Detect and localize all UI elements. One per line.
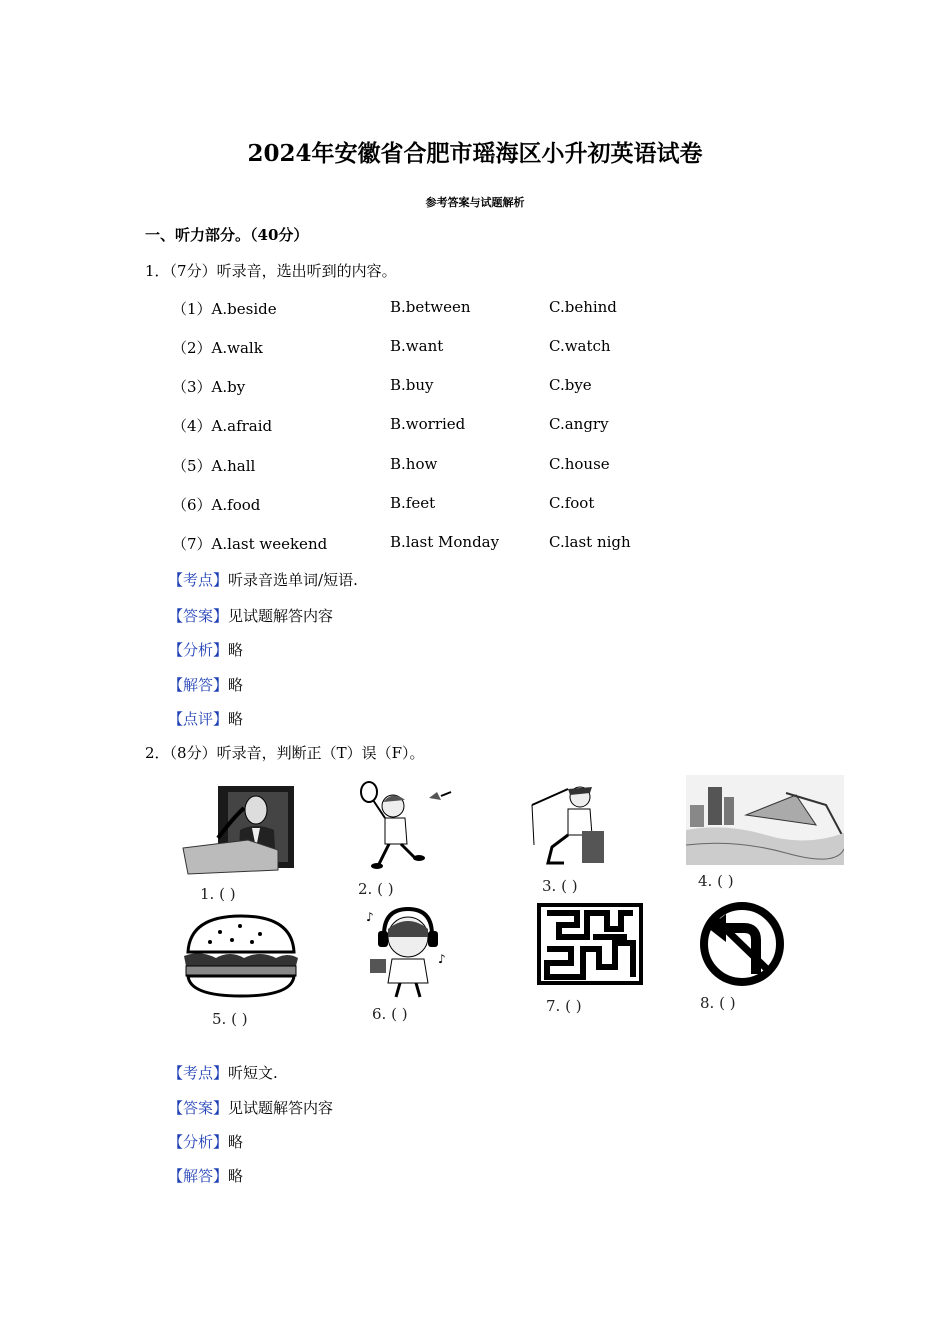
q1-tag-analysis: 【分析】略	[168, 641, 244, 659]
q1-row-3-c: C.bye	[549, 376, 592, 394]
picture-2-badminton-boy-icon	[355, 778, 465, 873]
picture-4-city-scene-icon	[686, 775, 844, 865]
q1-tag-solution: 【解答】略	[168, 676, 244, 694]
svg-text:♪: ♪	[366, 910, 374, 924]
picture-6-caption: 6. ( )	[372, 1005, 408, 1023]
q1-row-2-c: C.watch	[549, 337, 611, 355]
q1-row-5-c: C.house	[549, 455, 610, 473]
no-left-turn-sign-icon	[690, 900, 794, 988]
picture-7-maze-icon	[537, 903, 643, 985]
q1-tag-answer: 【答案】见试题解答内容	[168, 607, 334, 625]
section-heading: 一、听力部分。（40分）	[145, 226, 309, 244]
picture-8-caption: 8. ( )	[700, 994, 736, 1012]
q1-row-4-b: B.worried	[390, 415, 466, 433]
q1-row-6-c: C.foot	[549, 494, 595, 512]
question-1-stem: 1．（7分）听录音，选出听到的内容。	[145, 262, 397, 280]
q1-row-5-a: （5）A.hall	[172, 457, 256, 475]
q1-row-3-b: B.buy	[390, 376, 434, 394]
q1-row-1-a: （1）A.beside	[172, 300, 277, 318]
q1-row-4-c: C.angry	[549, 415, 609, 433]
q2-tag-analysis: 【分析】略	[168, 1133, 244, 1151]
question-2-stem: 2．（8分）听录音，判断正（T）误（F）。	[145, 744, 425, 762]
q2-tag-answer: 【答案】见试题解答内容	[168, 1099, 334, 1117]
q1-row-1-c: C.behind	[549, 298, 617, 316]
picture-6-music-girl-icon	[362, 905, 452, 1000]
page-subtitle: 参考答案与试题解析	[425, 196, 525, 209]
q1-row-6-b: B.feet	[390, 494, 436, 512]
q1-tag-kaodian: 【考点】听录音选单词/短语.	[168, 571, 358, 589]
q1-row-3-a: （3）A.by	[172, 378, 246, 396]
q1-row-1-b: B.between	[390, 298, 471, 316]
picture-5-hamburger-icon	[180, 912, 302, 1002]
q1-row-7-c: C.last nigh	[549, 533, 631, 551]
page-title: 2024年安徽省合肥市瑶海区小升初英语试卷	[247, 140, 703, 167]
q1-row-2-a: （2）A.walk	[172, 339, 263, 357]
q1-tag-comment: 【点评】略	[168, 710, 244, 728]
picture-5-caption: 5. ( )	[212, 1010, 248, 1028]
picture-2-caption: 2. ( )	[358, 880, 394, 898]
picture-4-caption: 4. ( )	[698, 872, 734, 890]
q1-row-7-b: B.last Monday	[390, 533, 500, 551]
q2-tag-solution: 【解答】略	[168, 1167, 244, 1185]
picture-7-caption: 7. ( )	[546, 997, 582, 1015]
q1-row-5-b: B.how	[390, 455, 438, 473]
picture-3-fishing-icon	[528, 775, 608, 870]
picture-3-caption: 3. ( )	[542, 877, 578, 895]
q2-tag-kaodian: 【考点】听短文.	[168, 1064, 278, 1082]
q1-row-6-a: （6）A.food	[172, 496, 261, 514]
q1-row-7-a: （7）A.last weekend	[172, 535, 328, 553]
picture-1-caption: 1. ( )	[200, 885, 236, 903]
svg-text:♪: ♪	[438, 952, 446, 966]
q1-row-4-a: （4）A.afraid	[172, 417, 273, 435]
picture-1-man-at-desk-icon	[178, 778, 298, 878]
q1-row-2-b: B.want	[390, 337, 444, 355]
